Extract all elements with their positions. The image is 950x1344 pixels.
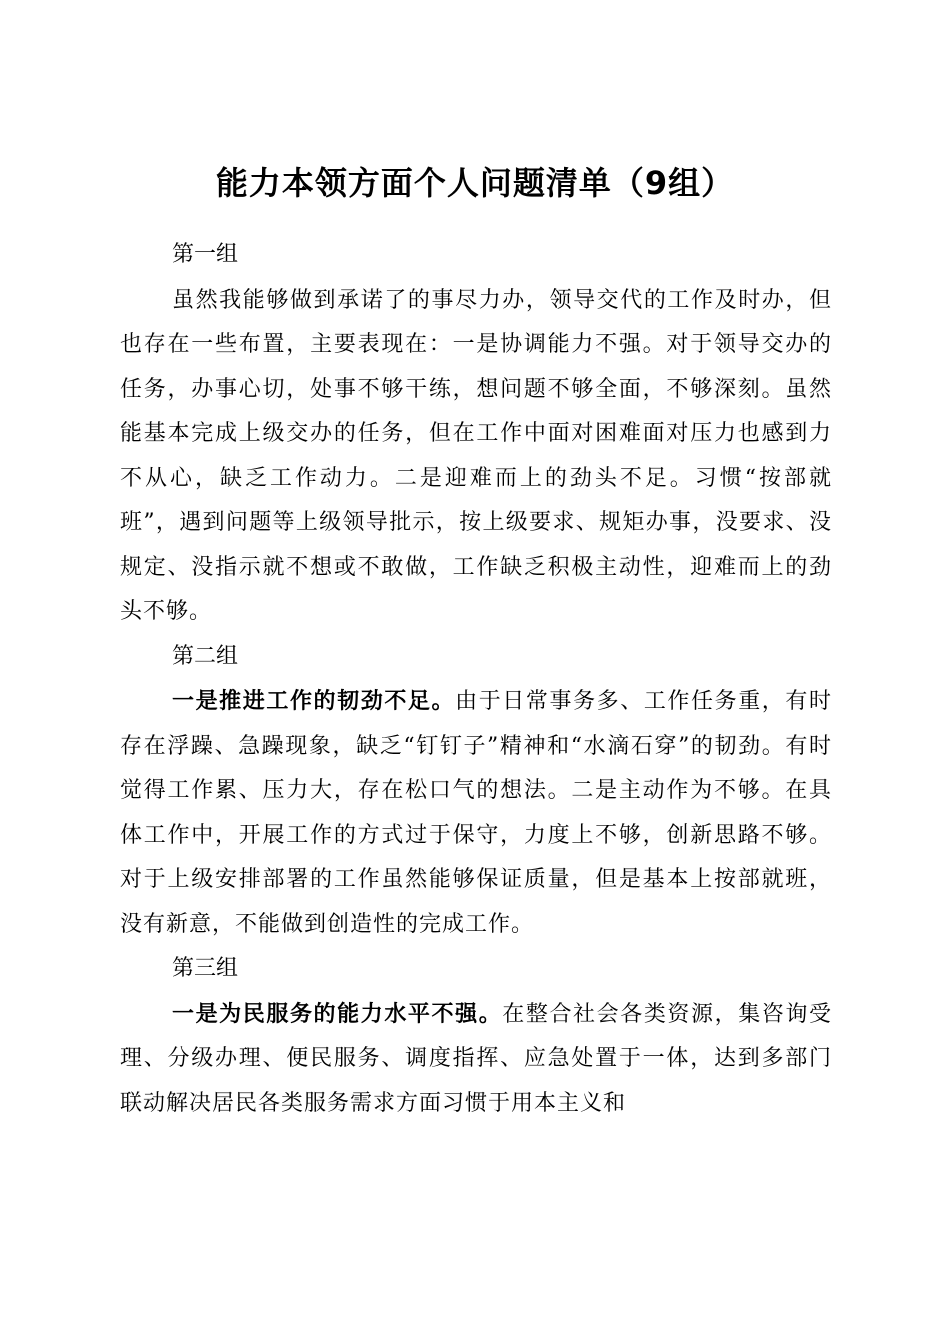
group-heading-2: 第二组 <box>172 643 239 669</box>
group-heading-3: 第三组 <box>172 956 239 981</box>
group-paragraph-1 <box>120 278 832 635</box>
group-text-1: 虽然我能够做到承诺了的事尽力办，领导交代的工作及时办，但也存在一些布置，主要表现在：一是协调能力不强。对于领导交办的任务，办事心切，处事不够干练，想问题不够全面，不够深刻。虽然能基本完成上级交办的任务，但在工作中面对困难面对压力也感到力不从心，缺乏工作动力。二是迎难而上的劲头不足。习惯“按部就班”，遇到问题等上级领导批示，按上级要求、规矩办事，没要求、没规定、没指示就不想或不敢做，工作缺乏积极主动性，迎难而上的劲头不够。 <box>120 287 832 624</box>
group-lead-2: 一是推进工作的韧劲不足。 <box>172 688 456 714</box>
group-lead-3: 一是为民服务的能力水平不强。 <box>172 1000 503 1027</box>
group-paragraph-3 <box>120 992 832 1127</box>
document-title: 能力本领方面个人问题清单（9组） <box>215 164 735 203</box>
document-body <box>120 233 832 1126</box>
group-text-2: 由于日常事务多、工作任务重，有时存在浮躁、急躁现象，缺乏“钉钉子”精神和“水滴石穿”的韧劲。有时觉得工作累、压力大，存在松口气的想法。二是主动作为不够。在具体工作中，开展工作的方式过于保守，力度上不够，创新思路不够。对于上级安排部署的工作虽然能够保证质量，但是基本上按部就班，没有新意，不能做到创造性的完成工作。 <box>120 689 832 937</box>
group-text-3: 在整合社会各类资源，集咨询受理、分级办理、便民服务、调度指挥、应急处置于一体，达到多部门联动解决居民各类服务需求方面习惯于用本主义和 <box>120 1001 832 1116</box>
group-paragraph-2 <box>120 679 832 947</box>
group-heading-1: 第一组 <box>172 242 239 267</box>
